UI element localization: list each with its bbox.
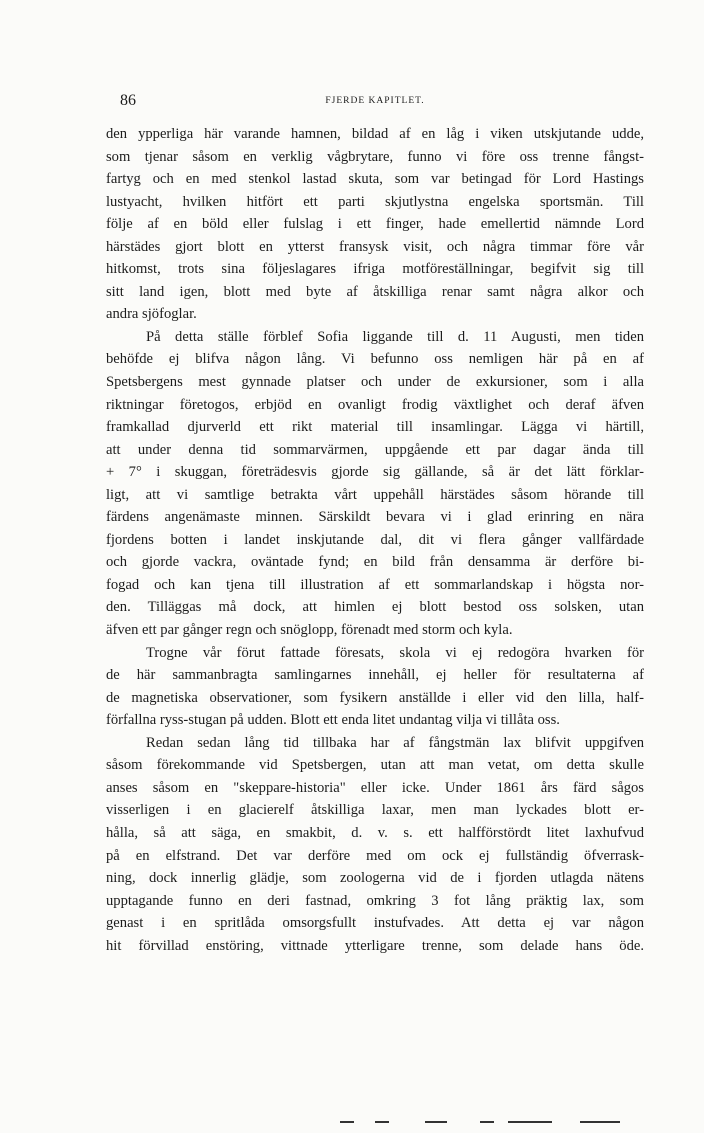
text-line: som tjenar såsom en verklig vågbrytare, funno vi före oss trenne fångst- (106, 148, 644, 165)
text-line: den ypperliga här varande hamnen, bildad af en låg i viken utskjutande udde, (106, 126, 644, 142)
text-line: de här sammanbragta samlingarnes innehåll, ej heller för resultaterna af (106, 667, 644, 684)
text-line: och gjorde vackra, oväntade fynd; en bild från densamma är derföre bi- (106, 554, 644, 571)
text-line: härstädes gjort blott en ytterst fransysk visit, och några timmar före vår (106, 238, 644, 255)
text-line: äfven ett par gånger regn och snöglopp, förenadt med storm och kyla. (106, 622, 513, 639)
text-line: färdens angenämaste minnen. Särskildt bevara vi i glad erinring en nära (106, 509, 644, 526)
text-line: ligt, att vi samtlige betrakta vårt uppehåll härstädes såsom hörande till (106, 486, 644, 503)
running-head: FJERDE KAPITLET. (325, 96, 425, 106)
text-line: ning, dock innerlig glädje, som zoologerna vid de i fjorden utlagda nätens (106, 870, 644, 887)
text-line: sitt land igen, blott med byte af åtskilliga renar samt några alkor och (106, 283, 644, 300)
text-line: att under denna tid sommarvärmen, uppgående ett par dagar ända till (106, 441, 644, 458)
text-line: fogad och kan tjena till illustration af ett sommarlandskap i högsta nor- (106, 576, 644, 593)
text-line: fjordens botten i landet inskjutande dal, dit vi flera gånger vallfärdade (106, 531, 644, 548)
text-line: genast i en spritlåda omsorgsfullt instufvades. Att detta ej var någon (106, 915, 644, 932)
text-line: hålla, så att säga, en smakbit, d. v. s. ett halfförstördt litet laxhufvud (106, 824, 644, 841)
text-line: framkallad djurverld ett rikt material till insamlingar. Lägga vi härtill, (106, 419, 644, 436)
text-line: följe af en böld eller fulslag i ett finger, hade emellertid nämnde Lord (106, 216, 644, 233)
text-line: behöfde ej blifva någon lång. Vi befunno oss nemligen här på en af (106, 351, 644, 368)
scan-edge-marks (330, 1121, 630, 1125)
text-line: såsom förekommande vid Spetsbergen, utan att man vetat, om detta skulle (106, 757, 644, 774)
text-line: lustyacht, hvilken hitfört ett parti skjutlystna engelska sportsmän. Till (106, 193, 644, 210)
text-line: riktningar företogos, erbjöd en ovanligt frodig växtlighet och deraf äfven (106, 396, 644, 413)
text-line: fartyg och en med stenkol lastad skuta, som var betingad för Lord Hastings (106, 171, 644, 188)
text-line: förfallna ryss-stugan på udden. Blott ett enda litet undantag vilja vi tillåta oss. (106, 712, 560, 729)
text-line: Spetsbergens mest gynnade platser och under de exkursioner, som i alla (106, 374, 644, 391)
page-number: 86 (120, 92, 136, 109)
page-header (106, 92, 644, 114)
text-line: Redan sedan lång tid tillbaka har af fångstmän lax blifvit uppgifven (146, 734, 644, 751)
body-text (106, 123, 644, 957)
text-line: hit förvillad enstöring, vittnade ytterligare trenne, som delade hans öde. (106, 937, 644, 954)
text-line: den. Tilläggas må dock, att himlen ej blott bestod oss solsken, utan (106, 599, 644, 616)
text-line: hitkomst, trots sina följeslagares ifriga motföreställningar, begifvit sig till (106, 261, 644, 278)
text-line: de magnetiska observationer, som fysikern anställde i eller vid den lilla, half- (106, 689, 644, 706)
text-line: andra sjöfoglar. (106, 306, 197, 323)
text-line: på en elfstrand. Det var derföre med om ock ej fullständig öfverrask- (106, 847, 644, 864)
text-line: På detta ställe förblef Sofia liggande till d. 11 Augusti, men tiden (146, 328, 644, 345)
text-line: Trogne vår förut fattade föresats, skola vi ej redogöra hvarken för (146, 644, 644, 661)
text-line: upptagande funno en deri fastnad, omkring 3 fot lång präktig lax, som (106, 892, 644, 909)
text-line: anses såsom en "skeppare-historia" eller icke. Under 1861 års färd sågos (106, 779, 644, 796)
text-line: visserligen i en glacierelf åtskilliga laxar, men man lyckades blott er- (106, 802, 644, 819)
text-line: + 7° i skuggan, företrädesvis gjorde sig gällande, så är det lätt förklar- (106, 464, 644, 481)
